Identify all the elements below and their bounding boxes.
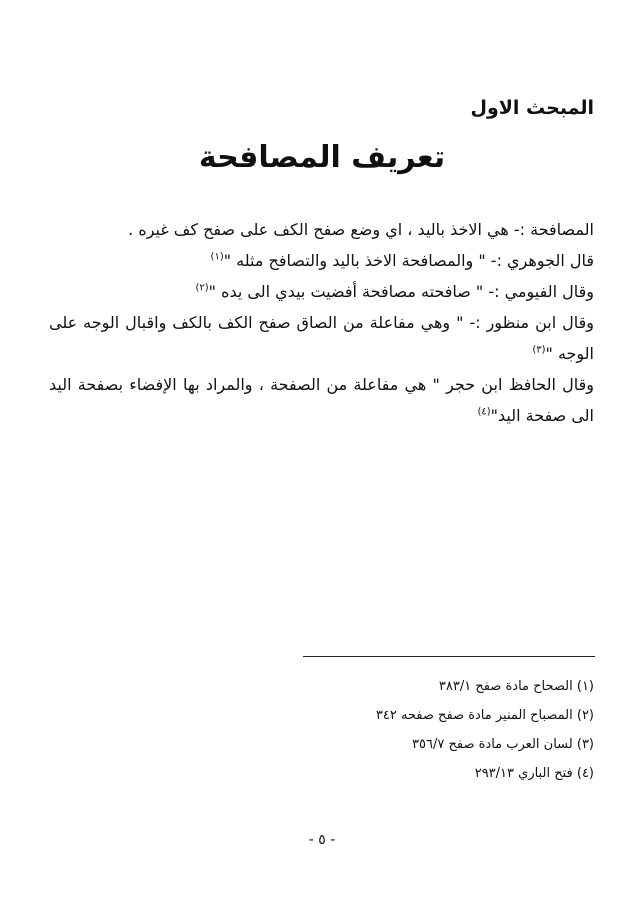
paragraph-text: وقال ابن منظور :- " وهي مفاعلة من الصاق صفح الكف بالكف واقبال الوجه على الوجه " [49,313,594,363]
body-text [49,214,594,431]
footnote-divider [303,656,595,657]
page-number: - ٥ - [308,832,336,848]
footnote-2: (٢) المصباح المنير مادة صفح صفحه ٣٤٢ [375,708,594,723]
footnote-reference: (٤) [477,406,491,418]
main-title: تعريف المصافحة [198,140,446,175]
footnote-4: (٤) فتح الباري ٢٩٣/١٣ [474,766,594,781]
footnotes [194,672,594,788]
paragraph-ibn-hajar [49,369,594,431]
paragraph-ibn-manzur [49,307,594,369]
paragraph-text: المصافحة :- هي الاخذ باليد ، اي وضع صفح الكف على صفح كف غيره . [128,220,594,239]
paragraph-fayyumi [49,276,594,307]
footnote-reference: (١) [210,251,224,263]
paragraph-text: وقال الحافظ ابن حجر " هي مفاعلة من الصفحة ، والمراد بها الإفضاء بصفحة اليد الى صفحة اليد" [49,375,594,425]
footnote-reference: (٢) [195,282,209,294]
paragraph-definition [49,214,594,245]
footnote-1: (١) الصحاح مادة صفح ٣٨٣/١ [438,679,594,694]
paragraph-text: قال الجوهري :- " والمصافحة الاخذ باليد والتصافح مثله " [223,251,594,270]
footnote-reference: (٣) [532,344,546,356]
paragraph-text: وقال الفيومي :- " صافحته مصافحة أفضيت بيدي الى يده " [208,282,594,301]
paragraph-jawhari [49,245,594,276]
section-label: المبحث الاول [470,97,594,119]
footnote-3: (٣) لسان العرب مادة صفح ٣٥٦/٧ [412,737,594,752]
